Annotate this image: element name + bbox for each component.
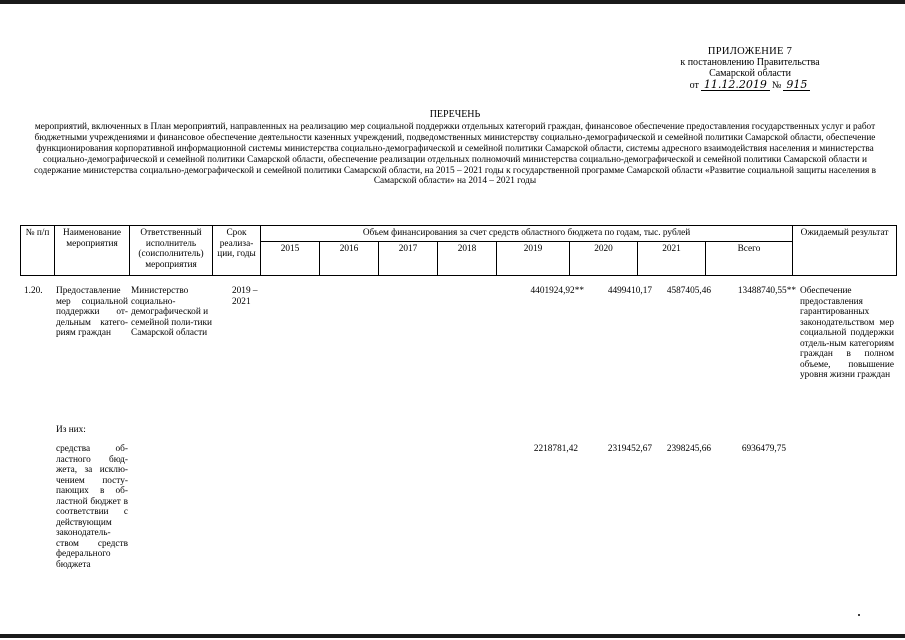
heading-body: мероприятий, включенных в План мероприятий, направленных на реализацию мер социальной поддержки отдельных категорий граждан, финансовое обеспечение предоставления государственных услуг и работ бюджетными учреждениями и финансовое обеспечение деятельности казенных учреждений, подведомственных министерству социально-демографической и семейной политики Самарской области, обеспечение функционирования корпоративной информационной системы министерства социально-демографической и семейной политики Самарской области, системы адресного взаимодействия населения и министерства социально-демографической и семейной политики Самарской области, обеспечение реализации отдельных полномочий министерства социально-демографической и семейной политики Самарской области и содержание министерства социально-демографической и семейной политики Самарской области, на 2015 – 2021 годы к государственной программе Самарской области «Развитие социальной защиты населения в Самарской области» на 2014 – 2021 годы <box>33 121 876 187</box>
header-funding: Объем финансирования за счет средств областного бюджета по годам, тыс. рублей <box>261 226 793 242</box>
row1-term: 2019 – 2021 <box>232 286 258 307</box>
row1-total: 13488740,55** <box>737 286 796 296</box>
appendix-line2: Самарской области <box>709 68 791 79</box>
row2-value-2020: 2319452,67 <box>607 444 652 454</box>
row1-value-2019: 4401924,92** <box>530 286 584 296</box>
row1-num: 1.20. <box>24 286 43 296</box>
row1-value-2021: 4587405,46 <box>666 286 711 296</box>
header-num: № п/п <box>21 226 55 276</box>
funding-table-header <box>20 225 897 276</box>
scan-edge-bottom <box>0 634 905 638</box>
appendix-line1: к постановлению Правительства <box>680 57 820 68</box>
header-year-2019: 2019 <box>497 241 570 275</box>
row2-name: средства об-ластного бюд-жета, за исклю-чением посту-пающих в об-ластной бюджет в соответствии с действующим законодатель-ством средств федерального бюджета <box>56 444 128 570</box>
header-year-2021: 2021 <box>638 241 706 275</box>
header-year-2017: 2017 <box>379 241 438 275</box>
row2-value-2021: 2398245,66 <box>666 444 711 454</box>
number-handwritten: 915 <box>783 79 810 91</box>
header-executor: Ответственный исполнитель (соисполнитель) мероприятия <box>130 226 213 276</box>
of-which-label: Из них: <box>56 425 86 435</box>
appendix-title: ПРИЛОЖЕНИЕ 7 <box>707 46 793 57</box>
header-year-2015: 2015 <box>261 241 320 275</box>
date-handwritten: 11.12.2019 <box>701 79 770 91</box>
appendix-block <box>640 46 860 91</box>
row1-executor: Министерство социально-демографической и семейной поли-тики Самарской области <box>131 286 213 338</box>
appendix-date-line <box>640 79 860 91</box>
header-year-2018: 2018 <box>438 241 497 275</box>
header-term: Срок реализа-ции, годы <box>213 226 261 276</box>
heading-title: ПЕРЕЧЕНЬ <box>429 109 481 120</box>
document-heading <box>30 110 880 187</box>
scan-speck <box>858 614 860 616</box>
scan-edge-top <box>0 0 905 4</box>
row1-value-2020: 4499410,17 <box>607 286 652 296</box>
header-name: Наименование мероприятия <box>55 226 130 276</box>
row2-value-2019: 2218781,42 <box>533 444 578 454</box>
row1-result: Обеспечение предоставления гарантированных законодательством мер социальной поддержки отдель-ным категориям граждан в полном объеме, повышение уровня жизни граждан <box>800 286 894 380</box>
date-prefix: от <box>689 80 699 91</box>
row1-name: Предоставление мер социальной поддержки от-дельным катего-риям граждан <box>56 286 128 338</box>
header-result: Ожидаемый результат <box>793 226 897 276</box>
header-total: Всего <box>706 241 793 275</box>
header-year-2020: 2020 <box>570 241 638 275</box>
header-year-2016: 2016 <box>320 241 379 275</box>
number-prefix: № <box>771 80 782 91</box>
row2-total: 6936479,75 <box>741 444 786 454</box>
